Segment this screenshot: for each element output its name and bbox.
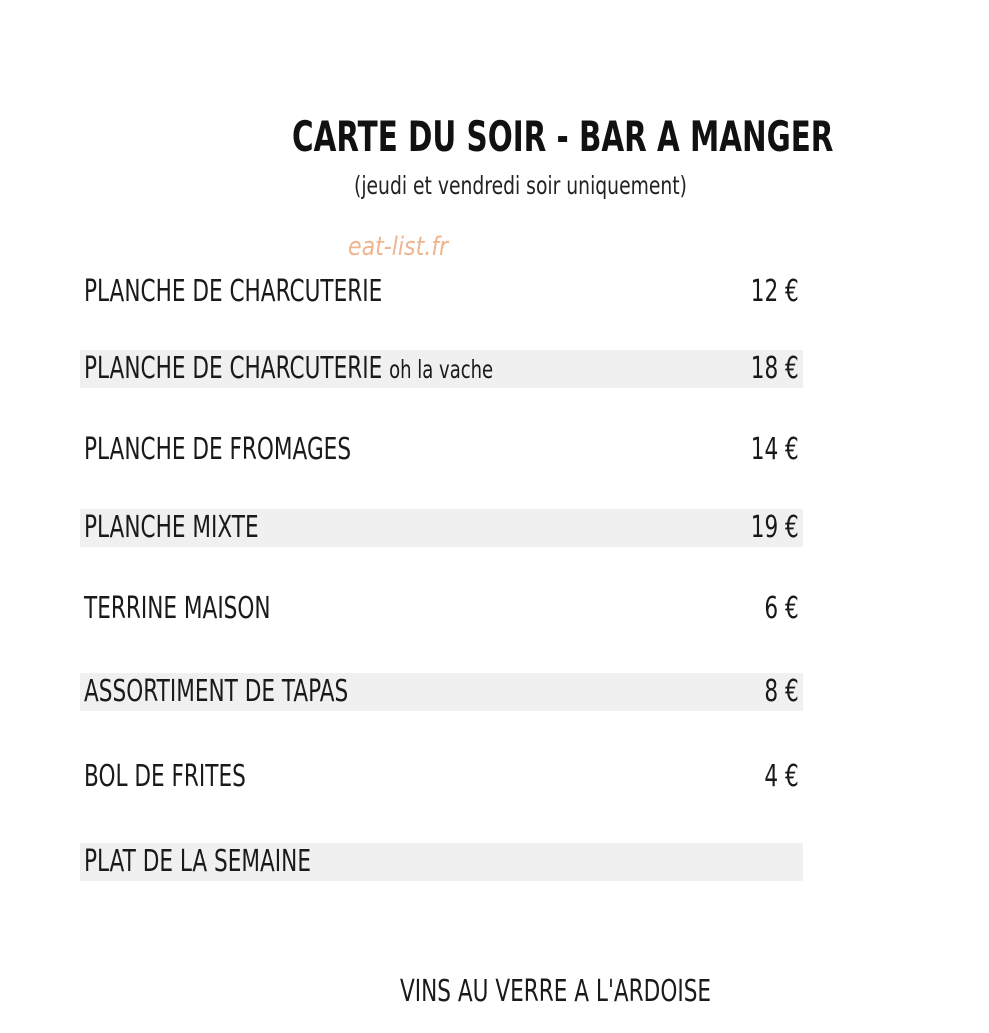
page-title-text: CARTE DU SOIR - BAR A MANGER	[292, 112, 834, 161]
menu-item	[80, 431, 803, 469]
menu-item	[80, 843, 803, 881]
menu-item-note: oh la vache	[389, 355, 494, 384]
menu-item-name: PLANCHE DE CHARCUTERIE oh la vache	[84, 351, 494, 386]
menu-item-price: 12 €	[750, 274, 799, 309]
watermark-text: eat-list.fr	[348, 232, 449, 262]
menu-item-name: PLANCHE DE FROMAGES	[84, 432, 352, 467]
menu-item-name: PLAT DE LA SEMAINE	[84, 844, 311, 879]
menu-item-price: 4 €	[764, 759, 799, 794]
wine-note	[400, 972, 832, 1012]
menu-item	[80, 273, 803, 311]
menu-item-price: 6 €	[764, 591, 799, 626]
menu-item-price: 19 €	[750, 510, 799, 545]
menu-item-name: ASSORTIMENT DE TAPAS	[84, 674, 349, 709]
watermark	[348, 230, 466, 264]
menu-item-price: 14 €	[750, 432, 799, 467]
menu-item	[80, 509, 803, 547]
menu-item	[80, 350, 803, 388]
menu-item-name: TERRINE MAISON	[84, 591, 271, 626]
page-title	[292, 112, 989, 162]
menu-item-price: 8 €	[764, 674, 799, 709]
menu-item-name: PLANCHE DE CHARCUTERIE	[84, 274, 383, 309]
page-subtitle	[354, 170, 798, 202]
wine-note-text: VINS AU VERRE A L'ARDOISE	[400, 974, 712, 1009]
menu-item	[80, 590, 803, 628]
menu-item-price: 18 €	[750, 351, 799, 386]
page-subtitle-text: (jeudi et vendredi soir uniquement)	[354, 171, 687, 200]
menu-item-name: PLANCHE MIXTE	[84, 510, 259, 545]
menu-item-name: BOL DE FRITES	[84, 759, 246, 794]
menu-item	[80, 758, 803, 796]
menu-item	[80, 673, 803, 711]
